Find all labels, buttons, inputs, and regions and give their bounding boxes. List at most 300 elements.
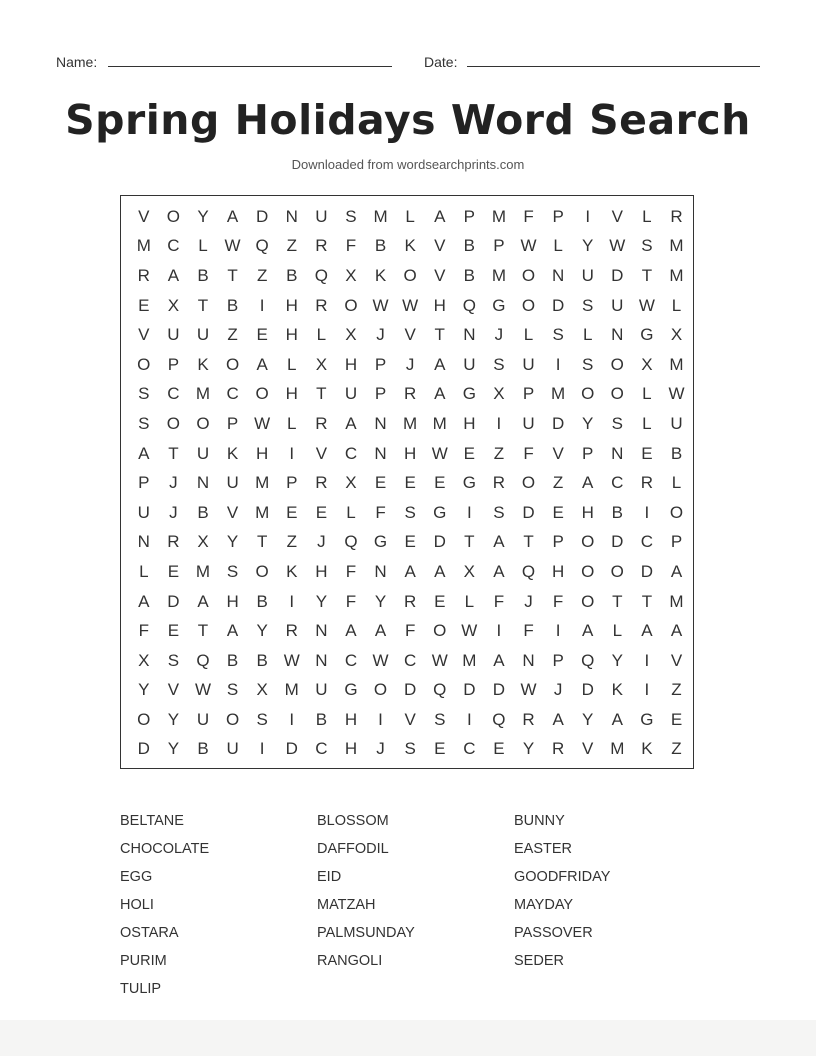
grid-letter: Z	[286, 532, 297, 552]
grid-letter: M	[610, 739, 625, 759]
grid-letter: B	[463, 236, 475, 256]
grid-letter: R	[167, 532, 180, 552]
grid-letter: N	[196, 473, 210, 493]
grid-letter: D	[522, 502, 535, 522]
grid-letter: L	[553, 236, 563, 256]
grid-letter: A	[226, 206, 239, 226]
grid-letter: Y	[582, 236, 594, 256]
grid-letter: D	[611, 532, 624, 552]
grid-letter: K	[404, 236, 416, 256]
grid-letter: Q	[344, 532, 358, 552]
word-list-item: PASSOVER	[514, 925, 593, 941]
grid-letter: L	[287, 413, 297, 433]
grid-letter: L	[642, 413, 652, 433]
grid-letter: U	[196, 443, 210, 463]
grid-letter: I	[585, 206, 591, 226]
date-label: Date:	[424, 54, 458, 70]
grid-letter: P	[552, 532, 564, 552]
grid-letter: L	[642, 384, 652, 404]
grid-letter: B	[286, 265, 298, 285]
grid-letter: G	[433, 502, 447, 522]
page-title: Spring Holidays Word Search	[65, 96, 751, 144]
grid-letter: O	[581, 591, 595, 611]
grid-letter: W	[224, 236, 241, 256]
grid-letter: Q	[255, 236, 269, 256]
grid-letter: D	[581, 680, 594, 700]
grid-letter: T	[464, 532, 475, 552]
grid-letter: S	[345, 206, 357, 226]
grid-letter: A	[641, 621, 653, 641]
grid-letter: O	[521, 473, 536, 493]
grid-letter: O	[137, 709, 151, 729]
grid-letter: N	[285, 206, 298, 226]
grid-letter: L	[523, 325, 534, 345]
grid-letter: U	[611, 295, 624, 315]
grid-letter: M	[462, 650, 477, 670]
grid-letter: Y	[374, 591, 387, 611]
grid-letter: E	[641, 443, 653, 463]
grid-letter: P	[552, 206, 564, 226]
word-list-item: EASTER	[514, 841, 573, 857]
grid-letter: H	[226, 591, 239, 611]
grid-letter: S	[552, 325, 564, 345]
grid-letter: V	[552, 443, 564, 463]
grid-letter: K	[286, 561, 298, 581]
grid-letter: Z	[671, 739, 682, 759]
grid-letter: P	[552, 650, 564, 670]
grid-letter: M	[551, 384, 566, 404]
grid-letter: M	[255, 473, 270, 493]
grid-letter: I	[496, 413, 502, 433]
grid-letter: O	[610, 384, 624, 404]
grid-letter: H	[463, 413, 476, 433]
grid-letter: K	[374, 265, 387, 285]
letter-grid	[129, 202, 691, 764]
grid-letter: G	[640, 709, 654, 729]
grid-letter: W	[372, 295, 389, 315]
grid-letter: C	[344, 650, 358, 670]
grid-letter: N	[551, 265, 565, 285]
grid-letter: M	[195, 561, 211, 581]
grid-letter: H	[551, 561, 565, 581]
grid-letter: O	[581, 532, 595, 552]
grid-letter: O	[373, 680, 388, 700]
grid-letter: S	[226, 561, 239, 581]
grid-letter: O	[344, 295, 358, 315]
grid-letter: E	[552, 502, 564, 522]
grid-letter: M	[669, 236, 684, 256]
grid-letter: A	[552, 709, 564, 729]
grid-letter: F	[493, 591, 505, 611]
grid-letter: A	[345, 413, 357, 433]
grid-letter: O	[521, 295, 536, 315]
grid-letter: O	[255, 561, 269, 581]
grid-letter: N	[611, 443, 624, 463]
grid-letter: N	[137, 532, 150, 552]
grid-letter: O	[166, 206, 180, 226]
grid-letter: S	[226, 680, 239, 700]
grid-letter: P	[522, 384, 535, 404]
grid-letter: A	[493, 561, 505, 581]
grid-letter: T	[256, 532, 268, 552]
grid-letter: A	[582, 473, 594, 493]
grid-letter: I	[289, 443, 295, 463]
grid-letter: Z	[286, 236, 297, 256]
grid-letter: L	[464, 591, 475, 611]
grid-letter: J	[494, 325, 504, 345]
grid-letter: P	[374, 384, 387, 404]
grid-letter: L	[612, 621, 623, 641]
grid-letter: M	[373, 206, 388, 226]
grid-letter: A	[345, 621, 357, 641]
grid-letter: S	[434, 709, 446, 729]
grid-letter: O	[255, 384, 269, 404]
grid-letter: A	[374, 621, 387, 641]
grid-letter: W	[461, 621, 478, 641]
grid-letter: C	[640, 532, 654, 552]
name-field-line	[108, 66, 392, 67]
grid-letter: M	[491, 206, 506, 226]
grid-letter: Y	[167, 739, 180, 759]
grid-letter: S	[404, 739, 416, 759]
word-list-item: OSTARA	[120, 925, 179, 941]
grid-letter: Q	[492, 709, 506, 729]
word-list-item: CHOCOLATE	[120, 841, 210, 857]
grid-letter: B	[315, 709, 328, 729]
grid-letter: Q	[314, 265, 328, 285]
grid-letter: B	[374, 236, 387, 256]
grid-letter: L	[287, 354, 297, 374]
grid-letter: E	[434, 739, 446, 759]
grid-letter: S	[582, 354, 594, 374]
grid-letter: M	[491, 265, 506, 285]
grid-letter: C	[315, 739, 328, 759]
grid-letter: X	[641, 354, 653, 374]
grid-letter: A	[611, 709, 623, 729]
grid-letter: S	[256, 709, 268, 729]
grid-letter: H	[581, 502, 594, 522]
grid-letter: P	[374, 354, 387, 374]
grid-letter: H	[285, 384, 298, 404]
grid-letter: W	[372, 650, 389, 670]
grid-letter: U	[196, 325, 210, 345]
grid-letter: V	[226, 502, 239, 522]
grid-letter: E	[138, 295, 150, 315]
grid-letter: Z	[227, 325, 238, 345]
grid-letter: F	[523, 621, 534, 641]
source-credit: Downloaded from wordsearchprints.com	[291, 157, 525, 172]
grid-letter: W	[668, 384, 685, 404]
grid-letter: S	[611, 413, 623, 433]
grid-letter: W	[520, 236, 537, 256]
grid-letter: W	[283, 650, 300, 670]
grid-letter: Y	[256, 621, 268, 641]
grid-letter: D	[404, 680, 417, 700]
grid-letter: O	[166, 413, 180, 433]
grid-letter: T	[197, 295, 209, 315]
grid-letter: E	[167, 621, 180, 641]
grid-letter: H	[433, 295, 446, 315]
grid-letter: E	[434, 591, 446, 611]
grid-letter: M	[403, 413, 418, 433]
grid-letter: N	[315, 621, 328, 641]
word-list-item: HOLI	[120, 897, 154, 913]
grid-letter: M	[669, 354, 684, 374]
grid-letter: F	[345, 561, 357, 581]
grid-letter: O	[610, 561, 624, 581]
grid-letter: Y	[167, 709, 180, 729]
grid-letter: I	[496, 621, 502, 641]
grid-letter: Z	[552, 473, 564, 493]
grid-letter: V	[138, 206, 150, 226]
grid-letter: H	[404, 443, 417, 463]
grid-letter: T	[434, 325, 445, 345]
grid-letter: N	[611, 325, 624, 345]
grid-letter: M	[136, 236, 151, 256]
grid-letter: K	[611, 680, 623, 700]
grid-letter: U	[581, 265, 594, 285]
grid-letter: V	[404, 709, 416, 729]
grid-letter: P	[138, 473, 150, 493]
grid-letter: J	[376, 325, 385, 345]
grid-letter: K	[641, 739, 653, 759]
grid-letter: P	[167, 354, 180, 374]
grid-letter: H	[285, 325, 298, 345]
grid-letter: Y	[611, 650, 623, 670]
grid-letter: E	[493, 739, 505, 759]
grid-letter: U	[167, 325, 180, 345]
grid-letter: C	[167, 236, 180, 256]
grid-letter: A	[434, 384, 446, 404]
grid-letter: A	[670, 561, 683, 581]
grid-letter: F	[404, 621, 416, 641]
grid-letter: D	[285, 739, 298, 759]
grid-letter: O	[196, 413, 210, 433]
grid-letter: R	[640, 473, 654, 493]
grid-letter: C	[463, 739, 476, 759]
grid-letter: A	[197, 591, 209, 611]
grid-letter: F	[138, 621, 149, 641]
grid-letter: M	[669, 591, 684, 611]
grid-letter: B	[611, 502, 623, 522]
grid-letter: B	[226, 295, 239, 315]
grid-letter: I	[259, 295, 265, 315]
grid-letter: E	[463, 443, 475, 463]
grid-letter: I	[644, 650, 650, 670]
grid-letter: T	[612, 591, 623, 611]
date-field-line	[467, 66, 760, 67]
grid-letter: W	[402, 295, 419, 315]
grid-letter: A	[434, 354, 446, 374]
grid-letter: R	[522, 709, 535, 729]
grid-letter: I	[378, 709, 383, 729]
grid-letter: H	[256, 443, 269, 463]
grid-letter: U	[137, 502, 150, 522]
grid-letter: X	[345, 473, 357, 493]
grid-letter: P	[226, 413, 239, 433]
grid-letter: V	[434, 236, 446, 256]
grid-letter: S	[493, 354, 505, 374]
grid-letter: R	[670, 206, 683, 226]
grid-letter: X	[670, 325, 683, 345]
grid-letter: P	[463, 206, 475, 226]
grid-letter: J	[553, 680, 563, 700]
grid-letter: A	[138, 443, 150, 463]
header-fields	[56, 52, 760, 72]
grid-letter: T	[523, 532, 534, 552]
grid-letter: U	[226, 473, 239, 493]
grid-letter: A	[404, 561, 416, 581]
grid-letter: U	[315, 680, 328, 700]
grid-letter: T	[168, 443, 179, 463]
grid-letter: N	[463, 325, 476, 345]
grid-letter: V	[404, 325, 416, 345]
grid-letter: X	[167, 295, 180, 315]
grid-letter: L	[316, 325, 327, 345]
grid-letter: V	[138, 325, 150, 345]
grid-letter: Q	[462, 295, 476, 315]
grid-letter: R	[315, 473, 328, 493]
grid-letter: J	[317, 532, 326, 552]
grid-letter: W	[254, 413, 271, 433]
grid-letter: G	[462, 473, 476, 493]
grid-letter: O	[137, 354, 151, 374]
grid-letter: T	[641, 591, 653, 611]
grid-letter: J	[524, 591, 533, 611]
grid-letter: Y	[226, 532, 239, 552]
grid-letter: H	[344, 739, 358, 759]
grid-letter: Y	[315, 591, 328, 611]
grid-letter: J	[169, 473, 178, 493]
word-list-item: RANGOLI	[317, 953, 383, 969]
grid-letter: A	[434, 206, 446, 226]
grid-letter: F	[552, 591, 564, 611]
grid-letter: M	[669, 265, 684, 285]
grid-letter: S	[641, 236, 653, 256]
grid-letter: P	[286, 473, 298, 493]
grid-letter: A	[670, 621, 683, 641]
grid-letter: N	[374, 561, 387, 581]
word-list-item: BLOSSOM	[317, 813, 389, 829]
grid-letter: C	[404, 650, 417, 670]
grid-letter: I	[466, 502, 472, 522]
grid-letter: Q	[196, 650, 210, 670]
grid-letter: X	[463, 561, 475, 581]
grid-letter: Y	[582, 709, 594, 729]
grid-letter: I	[466, 709, 472, 729]
grid-letter: A	[226, 621, 239, 641]
grid-letter: L	[198, 236, 208, 256]
grid-letter: M	[432, 413, 447, 433]
grid-letter: Y	[138, 680, 150, 700]
grid-letter: Q	[521, 561, 536, 581]
grid-letter: F	[345, 591, 357, 611]
grid-letter: U	[463, 354, 476, 374]
grid-letter: Z	[256, 265, 268, 285]
grid-letter: U	[344, 384, 358, 404]
grid-letter: V	[315, 443, 328, 463]
grid-letter: D	[640, 561, 654, 581]
word-list-item: DAFFODIL	[317, 841, 389, 857]
grid-letter: F	[345, 236, 357, 256]
grid-letter: X	[256, 680, 268, 700]
grid-letter: I	[289, 709, 295, 729]
grid-letter: W	[609, 236, 626, 256]
grid-letter: F	[523, 443, 534, 463]
grid-letter: L	[346, 502, 356, 522]
grid-letter: W	[431, 650, 448, 670]
grid-letter: T	[316, 384, 327, 404]
grid-letter: N	[522, 650, 535, 670]
word-list-item: TULIP	[120, 981, 162, 997]
grid-letter: A	[434, 561, 446, 581]
grid-letter: V	[611, 206, 623, 226]
grid-letter: Y	[197, 206, 209, 226]
grid-letter: P	[670, 532, 683, 552]
word-list-item: PALMSUNDAY	[317, 925, 415, 941]
grid-letter: W	[431, 443, 448, 463]
grid-letter: R	[137, 265, 150, 285]
grid-letter: E	[167, 561, 180, 581]
grid-letter: B	[226, 650, 239, 670]
grid-letter: N	[374, 413, 387, 433]
grid-letter: D	[463, 680, 476, 700]
grid-letter: B	[197, 739, 209, 759]
grid-letter: L	[405, 206, 415, 226]
grid-letter: X	[345, 265, 357, 285]
grid-letter: L	[671, 473, 682, 493]
word-list-item: SEDER	[514, 953, 564, 969]
grid-letter: U	[522, 354, 535, 374]
grid-letter: O	[433, 621, 447, 641]
grid-letter: B	[670, 443, 683, 463]
grid-letter: S	[167, 650, 180, 670]
grid-letter: I	[644, 502, 650, 522]
grid-letter: Y	[522, 739, 535, 759]
grid-letter: U	[315, 206, 328, 226]
grid-letter: M	[255, 502, 270, 522]
grid-letter: R	[492, 473, 506, 493]
grid-letter: X	[345, 325, 357, 345]
grid-letter: F	[375, 502, 386, 522]
grid-letter: H	[344, 709, 358, 729]
grid-letter: I	[259, 739, 265, 759]
grid-letter: J	[405, 354, 415, 374]
grid-letter: B	[256, 650, 268, 670]
word-search-grid	[120, 195, 694, 769]
grid-letter: O	[225, 354, 240, 374]
word-list-item: MAYDAY	[514, 897, 574, 913]
grid-letter: E	[404, 473, 416, 493]
grid-letter: A	[256, 354, 268, 374]
grid-letter: O	[403, 265, 417, 285]
grid-letter: D	[551, 295, 565, 315]
grid-letter: X	[315, 354, 328, 374]
grid-letter: K	[197, 354, 209, 374]
grid-letter: D	[137, 739, 150, 759]
grid-letter: B	[197, 502, 209, 522]
grid-letter: I	[555, 354, 561, 374]
grid-letter: R	[285, 621, 298, 641]
grid-letter: B	[463, 265, 475, 285]
grid-letter: H	[285, 295, 298, 315]
grid-letter: O	[581, 384, 595, 404]
grid-letter: E	[404, 532, 416, 552]
grid-letter: R	[315, 295, 328, 315]
grid-letter: M	[284, 680, 299, 700]
grid-letter: K	[226, 443, 239, 463]
grid-letter: E	[434, 473, 446, 493]
